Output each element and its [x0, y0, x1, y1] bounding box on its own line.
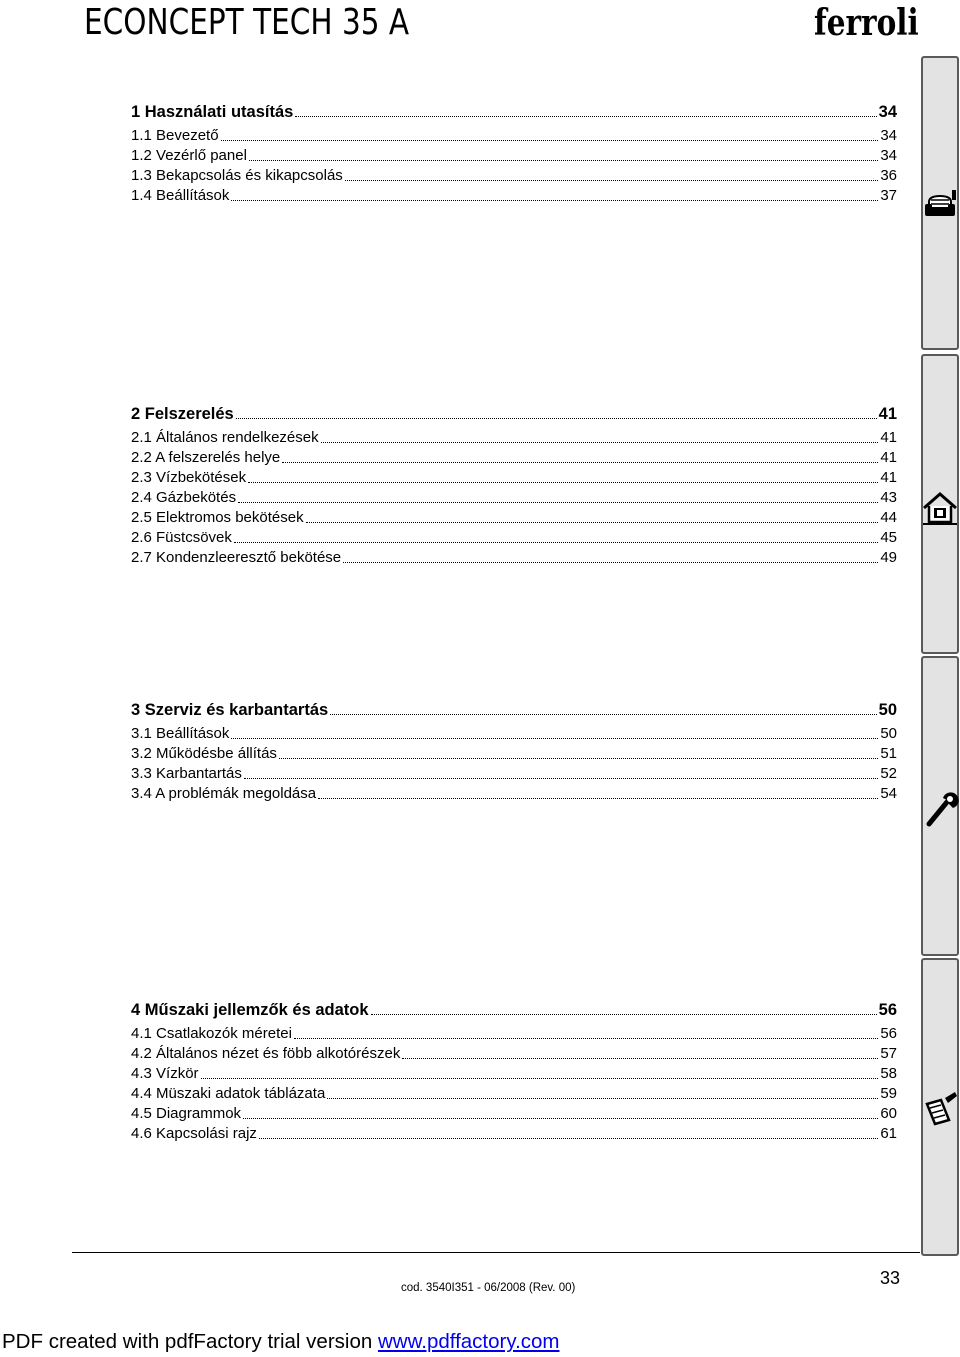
toc-item[interactable]: 4.5 Diagrammok 60: [131, 1105, 897, 1122]
toc-item[interactable]: 2.1 Általános rendelkezések 41: [131, 429, 897, 446]
toc-section-4: [131, 994, 897, 1144]
document-code: cod. 3540I351 - 06/2008 (Rev. 00): [401, 1282, 576, 1294]
toc-section-1: [131, 96, 897, 206]
toc-section-2: [131, 398, 897, 568]
pdffactory-link[interactable]: www.pdffactory.com: [377, 1330, 560, 1353]
toc-heading[interactable]: 2 Felszerelés 41: [131, 405, 897, 423]
footer-rule: [72, 1252, 920, 1253]
checklist-icon: [921, 1090, 959, 1130]
page-number: 33: [880, 1268, 901, 1288]
toc-item[interactable]: 2.2 A felszerelés helye 41: [131, 449, 897, 466]
toc-item[interactable]: 3.3 Karbantartás 52: [131, 765, 897, 782]
toc-item[interactable]: 4.1 Csatlakozók méretei 56: [131, 1025, 897, 1042]
toc-item[interactable]: 2.6 Füstcsövek 45: [131, 529, 897, 546]
toc-item[interactable]: 1.3 Bekapcsolás és kikapcsolás 36: [131, 167, 897, 184]
document-title: ECONCEPT TECH 35 A: [84, 2, 410, 43]
toc-item[interactable]: 1.1 Bevezető 34: [131, 127, 897, 144]
pdf-banner: [2, 1330, 560, 1354]
toc-item[interactable]: 4.6 Kapcsolási rajz 61: [131, 1125, 897, 1142]
wrench-icon: [921, 788, 959, 828]
toc-item[interactable]: 2.3 Vízbekötések 41: [131, 469, 897, 486]
toc-heading[interactable]: 1 Használati utasítás 34: [131, 103, 897, 121]
ferroli-logo: ferroli: [814, 2, 919, 44]
toc-heading[interactable]: 4 Műszaki jellemzők és adatok 56: [131, 1001, 897, 1019]
toc-item[interactable]: 3.1 Beállítások 50: [131, 725, 897, 742]
house-installation-icon: [921, 488, 959, 528]
toc-item[interactable]: 4.2 Általános nézet és föbb alkotórészek 57: [131, 1045, 897, 1062]
armchair-icon: [921, 186, 959, 226]
toc-item[interactable]: 2.5 Elektromos bekötések 44: [131, 509, 897, 526]
toc-item[interactable]: 1.2 Vezérlő panel 34: [131, 147, 897, 164]
toc-item[interactable]: 2.4 Gázbekötés 43: [131, 489, 897, 506]
toc-item[interactable]: 2.7 Kondenzleeresztő bekötése 49: [131, 549, 897, 566]
toc-item[interactable]: 4.4 Müszaki adatok táblázata 59: [131, 1085, 897, 1102]
toc-section-3: [131, 694, 897, 804]
pdf-banner-text: PDF created with pdfFactory trial version: [2, 1330, 378, 1353]
toc-item[interactable]: 3.4 A problémák megoldása 54: [131, 785, 897, 802]
toc-item[interactable]: 1.4 Beállítások 37: [131, 187, 897, 204]
toc-item[interactable]: 3.2 Működésbe állítás 51: [131, 745, 897, 762]
toc-heading[interactable]: 3 Szerviz és karbantartás 50: [131, 701, 897, 719]
toc-item[interactable]: 4.3 Vízkör 58: [131, 1065, 897, 1082]
